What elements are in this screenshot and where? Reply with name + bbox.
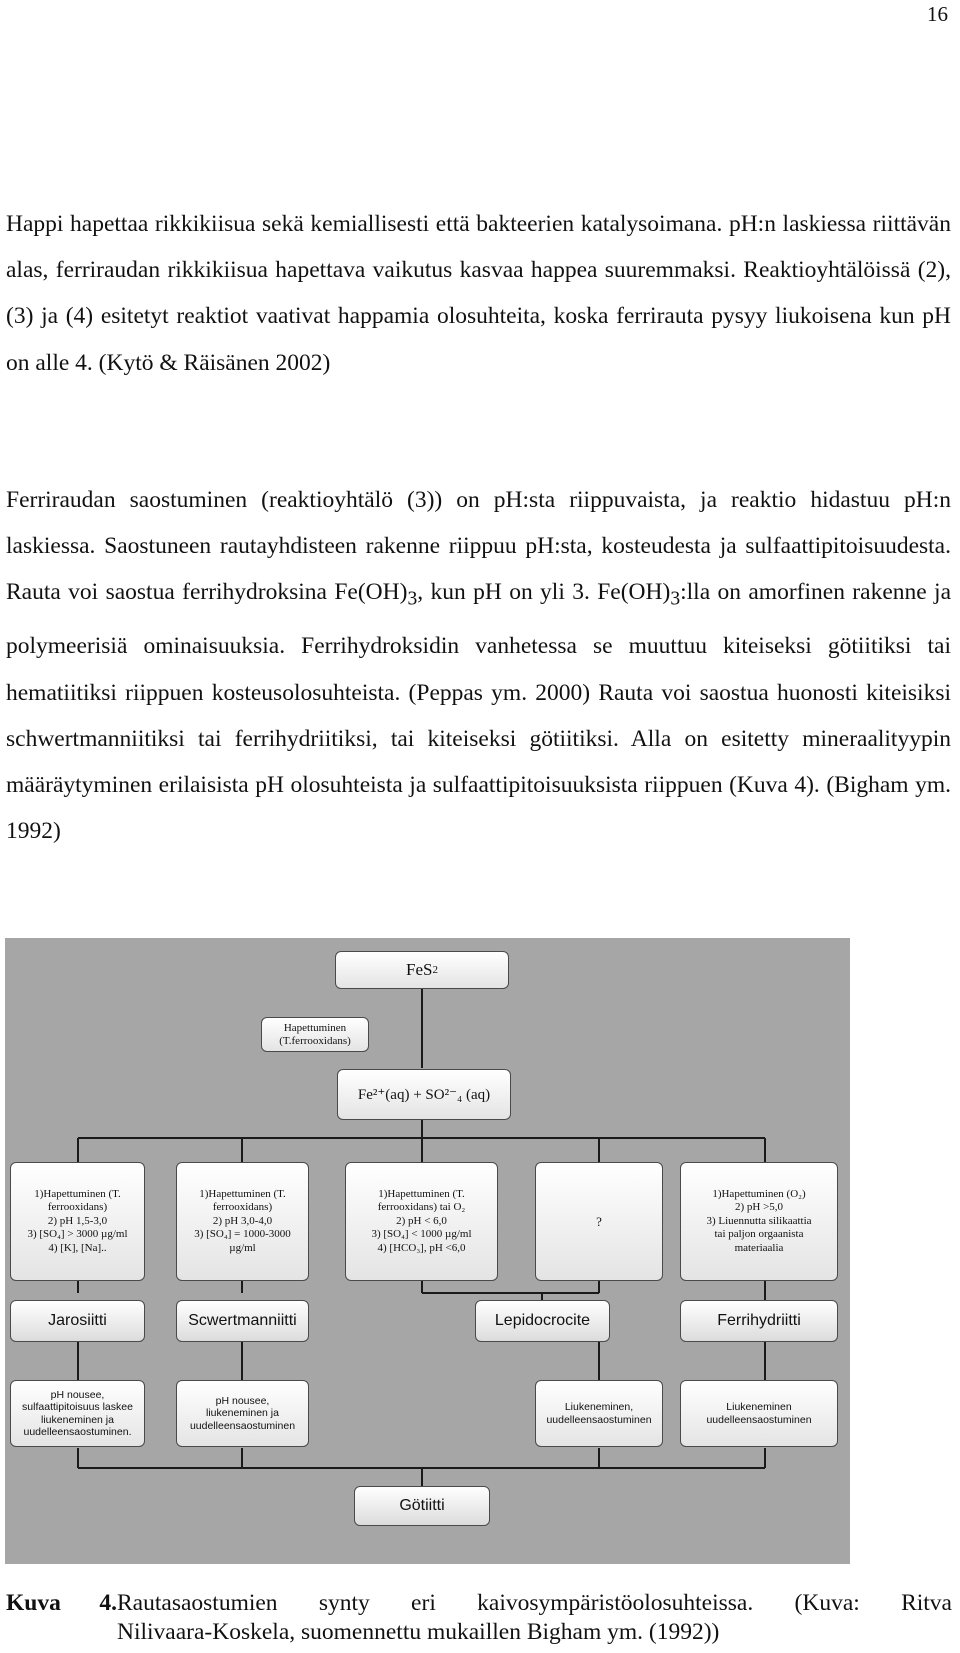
caption-text-2: Nilivaara-Koskela, suomennettu mukaillen Bigham ym. (1992)) xyxy=(117,1619,720,1645)
process-line: uudelleensaostuminen xyxy=(189,1419,296,1432)
condition-line: 1)Hapettuminen (O₂) xyxy=(712,1187,806,1200)
process-box-4 xyxy=(535,1380,663,1447)
mineral-schwertmannite xyxy=(176,1300,309,1342)
fes2-subscript: 2 xyxy=(432,964,438,976)
condition-line: 2) pH < 6,0 xyxy=(396,1214,447,1227)
mineral-ferrihydrite xyxy=(680,1300,838,1342)
paragraph-1: Happi hapettaa rikkikiisua sekä kemiallisesti että bakteerien katalysoimana. pH:n laskiessa riittävän alas, ferriraudan rikkikiisua hapettava vaikutus kasvaa happea suuremmaksi. Reaktioyhtälöissä (2), (3) ja (4) esitetyt reaktiot vaativat happamia olosuhteita, koska ferrirauta pysyy liukoisena kun pH on alle 4. (Kytö & Räisänen 2002) xyxy=(6,211,951,376)
mineral-label: Scwertmanniitti xyxy=(188,1312,297,1329)
oxidation-label: Hapettuminen xyxy=(283,1021,347,1034)
caption-line-1 xyxy=(6,1589,952,1618)
conditions-box-3 xyxy=(345,1162,498,1281)
condition-line: tai paljon orgaanista xyxy=(714,1228,804,1241)
condition-line: 2) pH 3,0-4,0 xyxy=(212,1214,273,1227)
paragraph-2-text-c: :lla on amorfinen rakenne ja polymeerisiä ominaisuuksia. Ferrihydroksidin vanhetessa se muuttuu kiteiseksi götiitiksi tai hematiitiksi riippuen kosteusolosuhteista. (Peppas ym. 2000) Rauta voi saostua huonosti kiteisiksi schwertmanniitiksi tai ferrihydriitiksi, tai kiteiseksi götiitiksi. Alla on esitetty mineraalityypin määräytyminen erilaisista pH olosuhteista ja sulfaattipitoisuuksista riippuen (Kuva 4). (Bigham ym. 1992) xyxy=(6,579,952,845)
condition-line: 2) pH 1,5-3,0 xyxy=(47,1214,108,1227)
mineral-lepidocrocite xyxy=(475,1300,610,1342)
condition-line: ferrooxidans) tai O₂ xyxy=(377,1201,466,1214)
page-number: 16 xyxy=(927,2,948,26)
process-line: liukeneminen ja xyxy=(41,1413,114,1426)
process-box-2 xyxy=(176,1380,309,1447)
process-line: uudelleensaostuminen xyxy=(706,1413,812,1426)
condition-line: 1)Hapettuminen (T. xyxy=(199,1187,286,1200)
mineral-label: Götiitti xyxy=(399,1497,445,1514)
process-line: Liukeneminen xyxy=(726,1401,792,1413)
process-line: pH nousee, xyxy=(50,1388,105,1401)
condition-line: 1)Hapettuminen (T. xyxy=(34,1187,121,1200)
conditions-box-1 xyxy=(10,1162,145,1281)
conditions-box-4 xyxy=(535,1162,663,1281)
fes2-box xyxy=(335,951,509,989)
mineral-label: Lepidocrocite xyxy=(494,1312,591,1329)
mineral-label: Jarosiitti xyxy=(48,1312,107,1329)
condition-line: µg/ml xyxy=(229,1241,256,1254)
oxidation-box xyxy=(261,1017,369,1052)
process-line: uudelleensaostuminen. xyxy=(23,1426,132,1438)
condition-line: 4) [HCO₃], pH <6,0 xyxy=(377,1241,466,1254)
condition-line: 3) [SO₄] = 1000-3000 xyxy=(194,1228,291,1241)
process-line: uudelleensaostuminen xyxy=(546,1413,652,1426)
process-line: Liukeneminen, xyxy=(564,1401,634,1413)
subscript-3-b: 3 xyxy=(670,589,681,611)
condition-line: 2) pH >5,0 xyxy=(734,1201,784,1214)
paragraph-2-text-b: , kun pH on yli 3. Fe(OH) xyxy=(417,579,671,606)
conditions-box-2 xyxy=(176,1162,309,1281)
aqueous-ions-box xyxy=(337,1069,511,1120)
condition-line: 3) Liuennutta silikaattia xyxy=(706,1214,812,1227)
paragraph-2-text-a: Ferriraudan saostuminen (reaktioyhtälö (3)) on pH:sta riippuvaista, ja reaktio hidastuu pH:n laskiessa. Saostuneen rautayhdisteen rakenne riippuu pH:sta, kosteudesta ja sulfaattipitoisuudesta. Rauta voi saostua ferrihydroksina Fe(OH) xyxy=(6,487,951,606)
mineral-goethite xyxy=(354,1486,490,1526)
unknown-condition: ? xyxy=(596,1213,602,1229)
process-box-1 xyxy=(10,1380,145,1447)
figure-caption xyxy=(6,1589,952,1647)
condition-line: 1)Hapettuminen (T. xyxy=(378,1187,465,1200)
oxidation-agent: (T.ferrooxidans) xyxy=(279,1034,351,1047)
caption-label: Kuva 4. xyxy=(6,1590,117,1616)
condition-line: 3) [SO₄] < 1000 µg/ml xyxy=(371,1228,472,1241)
process-box-5 xyxy=(680,1380,838,1447)
mineral-formation-diagram xyxy=(5,938,850,1564)
paragraph-2 xyxy=(6,477,951,854)
process-line: liukeneminen ja xyxy=(206,1407,279,1420)
condition-line: ferrooxidans) xyxy=(212,1201,273,1214)
mineral-jarosite xyxy=(10,1300,145,1342)
caption-text-1: Rautasaostumien synty eri kaivosympäristöolosuhteissa. (Kuva: Ritva xyxy=(117,1590,952,1616)
process-line: pH nousee, xyxy=(215,1394,270,1407)
process-line: sulfaattipitoisuus laskee xyxy=(22,1401,133,1413)
condition-line: materiaalia xyxy=(734,1241,784,1254)
aqueous-ions-label: Fe²⁺(aq) + SO²⁻₄ (aq) xyxy=(357,1087,491,1103)
condition-line: ferrooxidans) xyxy=(47,1201,108,1214)
conditions-box-5 xyxy=(680,1162,838,1281)
condition-line: 4) [K], [Na].. xyxy=(48,1241,107,1254)
mineral-label: Ferrihydriitti xyxy=(717,1312,801,1329)
fes2-label: FeS xyxy=(406,960,433,979)
condition-line: 3) [SO₄] > 3000 µg/ml xyxy=(27,1228,128,1241)
subscript-3-a: 3 xyxy=(407,589,418,611)
